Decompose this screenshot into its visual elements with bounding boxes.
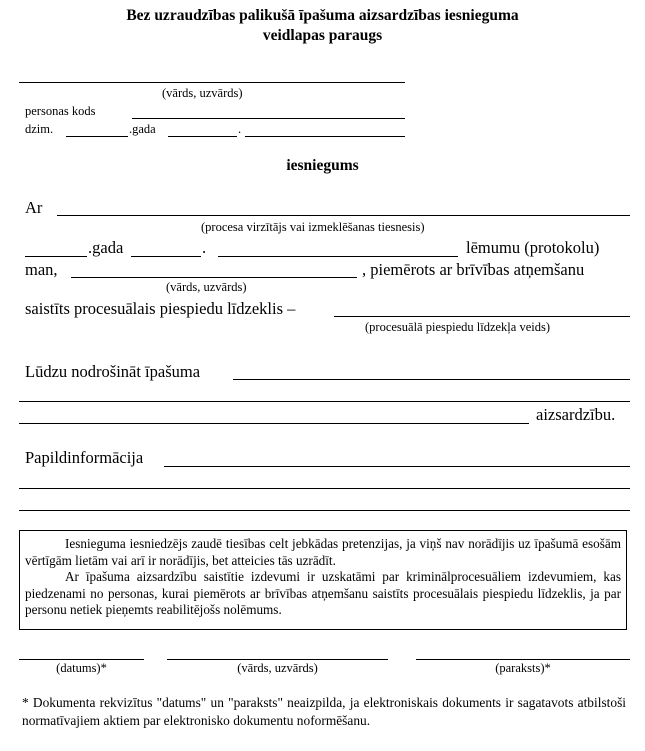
notice-box — [19, 530, 627, 630]
signature-caption: (paraksts)* — [495, 661, 551, 675]
signer-name-caption: (vārds, uzvārds) — [237, 661, 318, 675]
application-heading: iesniegums — [286, 157, 359, 174]
property-field-1[interactable] — [233, 379, 630, 380]
signature-field[interactable] — [416, 659, 630, 660]
decision-day-month-field[interactable] — [131, 256, 201, 257]
notice-paragraph-2: Ar īpašuma aizsardzību saistītie izdevumi ir uzskatāmi par kriminālprocesuāliem izdevumiem, kas piedzenami no personas, kurai piemērots ar brīvības atņemšanu saistīts procesuālais piespiedu līdzeklis, ja par personu netiek pieņemts reabilitējošs nolēmums. — [25, 569, 621, 618]
date-caption: (datums)* — [56, 661, 107, 675]
birth-day-month-field[interactable] — [168, 136, 237, 137]
birth-label: dzim. — [25, 122, 54, 136]
personal-code-field[interactable] — [132, 118, 405, 119]
measure-caption: (procesuālā piespiedu līdzekļa veids) — [365, 320, 550, 334]
man-label: man, — [25, 260, 58, 279]
footnote: * Dokumenta rekvizītus "datums" un "paraksts" neaizpilda, ja elektroniskais dokuments ir sagatavots atbilstoši normatīvajiem aktiem par elektronisko dokumentu noformēšanu. — [22, 695, 626, 728]
authority-field[interactable] — [57, 215, 630, 216]
measure-label: saistīts procesuālais piespiedu līdzeklis – — [25, 299, 296, 318]
form-title-line-1: Bez uzraudzības palikušā īpašuma aizsardzības iesnieguma — [126, 7, 519, 24]
decision-year-suffix: .gada — [88, 238, 124, 257]
property-field-3[interactable] — [19, 423, 529, 424]
additional-info-field-1[interactable] — [164, 466, 630, 467]
additional-info-label: Papildinformācija — [25, 448, 144, 467]
decision-label: lēmumu (protokolu) — [466, 238, 600, 257]
birth-place-field[interactable] — [245, 136, 405, 137]
measure-field[interactable] — [334, 316, 630, 317]
applicant-name-field[interactable] — [19, 82, 405, 83]
decision-number-field[interactable] — [218, 256, 458, 257]
authority-caption: (procesa virzītājs vai izmeklēšanas tiesnesis) — [201, 220, 425, 234]
document-page: Bez uzraudzības palikušā īpašuma aizsardzības iesnieguma veidlapas paraugs (vārds, uzvārds) personas kods dzim. .gada . iesniegums Ar (procesa virzītājs vai izmeklēšanas tiesnesis) .gada . lēmumu (protokolu) man, , piemērots ar brīvības atņemšanu (vārds, uzvārds) saistīts procesuālais piespiedu līdzeklis – (procesuālā piespiedu līdzekļa veids) Lūdzu nodrošināt īpašuma aizsardzību. Papildinformācija Iesnieguma iesniedzējs zaudē tiesības celt jebkādas pretenzijas, ja viņš nav norādījis uz īpašumā esošām vērtīgām lietām vai arī ir norādījis, bet atteicies tās uzrādīt. Ar īpašuma aizsardzību saistītie izdevumi ir uzskatāmi par kriminālprocesuāliem izdevumiem, kas piedzenami no personas, kurai piemērots ar brīvības atņemšanu saistīts procesuālais piespiedu līdzeklis, ja par personu netiek pieņemts reabilitējošs nolēmums. (datums)* (vārds, uzvārds) (paraksts)* * Dokumenta rekvizītus "datums" un "paraksts" neaizpilda, ja elektroniskais dokuments ir sagatavots atbilstoši normatīvajiem aktiem par elektronisko dokumentu noformēšanu. — [0, 0, 645, 751]
protection-label: aizsardzību. — [536, 405, 616, 424]
request-label: Lūdzu nodrošināt īpašuma — [25, 362, 201, 381]
ar-label: Ar — [25, 198, 43, 217]
property-field-2[interactable] — [19, 401, 630, 402]
applicant-name-caption: (vārds, uzvārds) — [162, 86, 243, 100]
decision-year-field[interactable] — [25, 256, 87, 257]
additional-info-field-3[interactable] — [19, 510, 630, 511]
notice-paragraph-1: Iesnieguma iesniedzējs zaudē tiesības celt jebkādas pretenzijas, ja viņš nav norādījis uz īpašumā esošām vērtīgām lietām vai arī ir norādījis, bet atteicies tās uzrādīt. — [25, 536, 621, 568]
birth-year-field[interactable] — [66, 136, 128, 137]
birth-year-suffix: .gada — [129, 122, 156, 136]
person-name-caption: (vārds, uzvārds) — [166, 280, 247, 294]
personal-code-label: personas kods — [25, 104, 96, 118]
applied-label: , piemērots ar brīvības atņemšanu — [362, 260, 585, 279]
form-title-line-2: veidlapas paraugs — [262, 27, 383, 44]
signer-name-field[interactable] — [167, 659, 388, 660]
date-field[interactable] — [19, 659, 144, 660]
additional-info-field-2[interactable] — [19, 488, 630, 489]
person-name-field[interactable] — [71, 277, 357, 278]
